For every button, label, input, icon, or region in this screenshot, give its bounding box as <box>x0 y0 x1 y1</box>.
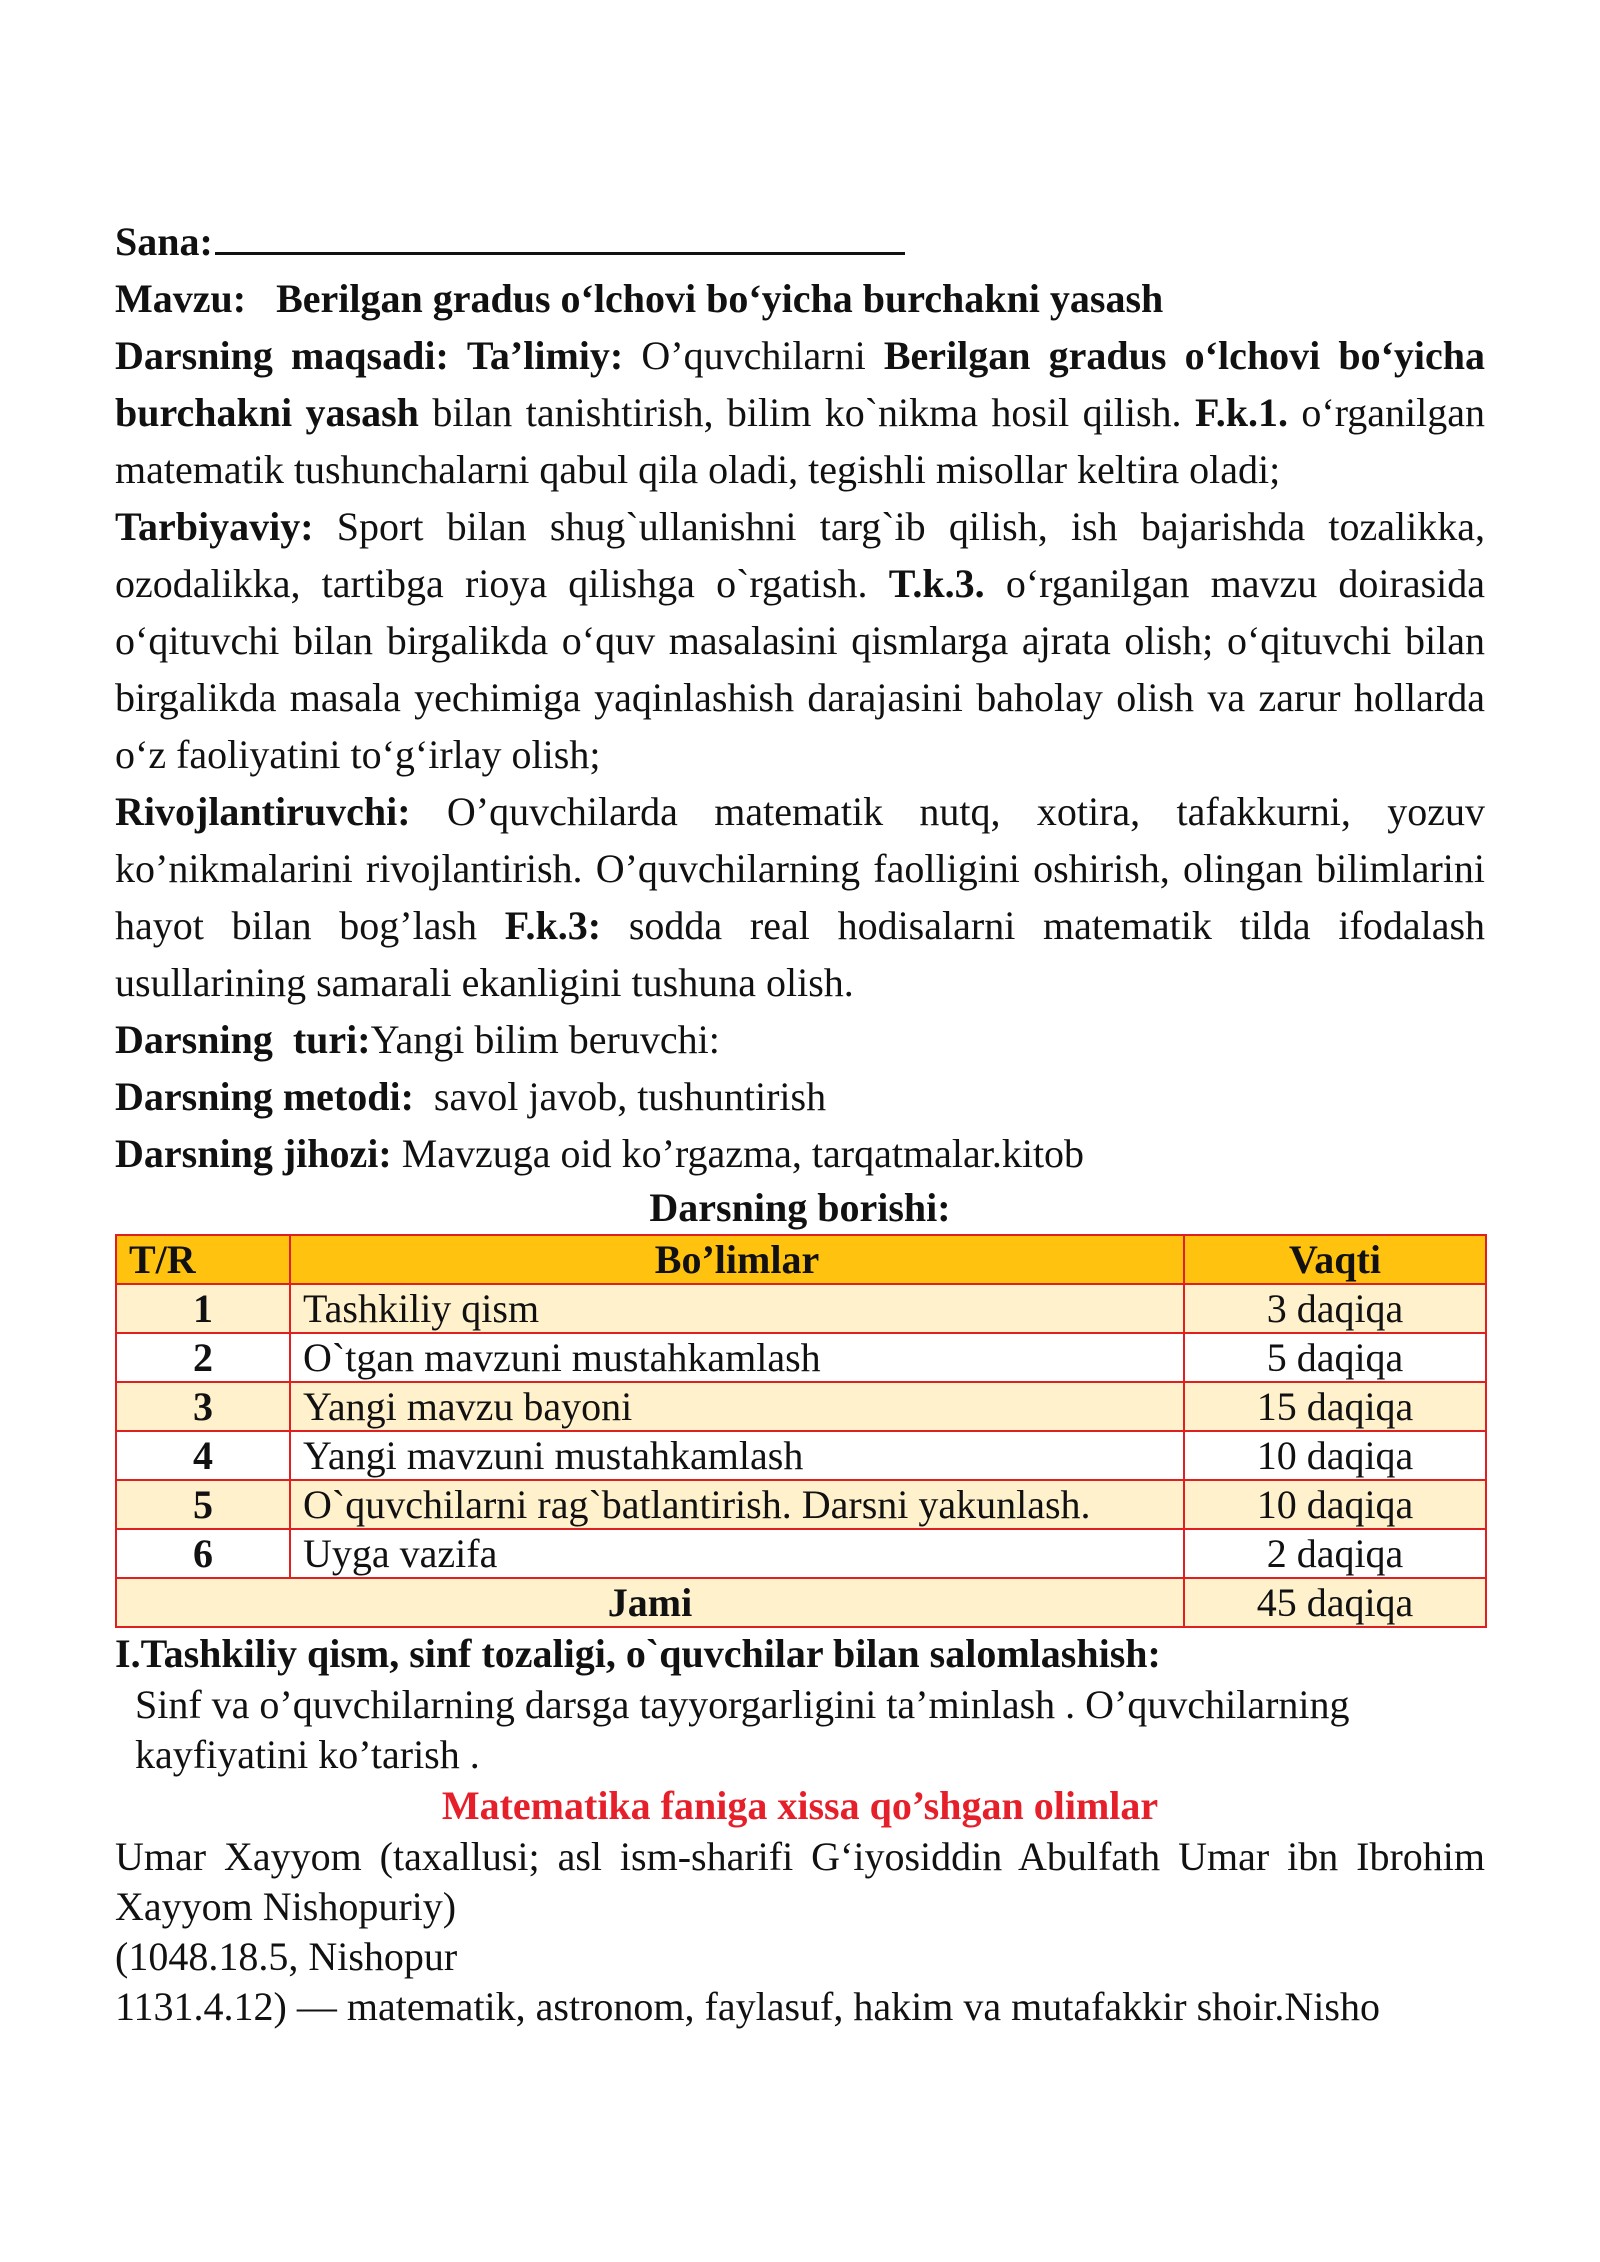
jihozi-line <box>115 1125 1485 1182</box>
talimiy-text1: O’quvchilarni <box>641 333 866 378</box>
table-row <box>116 1333 1486 1382</box>
borishi-title-line <box>115 1182 1485 1234</box>
rivojlantiruvchi-paragraph <box>115 783 1485 1011</box>
table-row <box>116 1480 1486 1529</box>
lesson-plan-page <box>115 212 1485 2032</box>
row-time: 15 daqiqa <box>1184 1382 1486 1431</box>
lesson-schedule-table <box>115 1234 1487 1628</box>
row-section: Tashkiliy qism <box>290 1284 1184 1333</box>
bio-line1: Umar Xayyom (taxallusi; asl ism-sharifi G‘iyosiddin Abulfath Umar ibn Ibrohim Xayyom Nishopuriy) <box>115 1834 1485 1929</box>
fk3-label: F.k.3: <box>504 903 602 948</box>
table-row <box>116 1431 1486 1480</box>
mavzu-line <box>115 270 1485 327</box>
talimiy-text2: bilan tanishtirish, bilim ko`nikma hosil qilish. <box>432 390 1182 435</box>
row-time: 2 daqiqa <box>1184 1529 1486 1578</box>
fk3-text: sodda real hodisalarni matematik tilda ifodalash usullarining samarali ekanligini tushuna olish. <box>115 903 1486 1005</box>
table-row <box>116 1284 1486 1333</box>
metodi-line <box>115 1068 1485 1125</box>
sana-blank <box>215 212 905 255</box>
table-total-row <box>116 1578 1486 1627</box>
turi-label: Darsning turi: <box>115 1017 371 1062</box>
rivoj-label: Rivojlantiruvchi: <box>115 789 411 834</box>
row-number: 5 <box>116 1480 290 1529</box>
tashkiliy-text: Sinf va o’quvchilarning darsga tayyorgarligini ta’minlash . O’quvchilarning kayfiyatini ko’tarish . <box>135 1682 1350 1777</box>
turi-line <box>115 1011 1485 1068</box>
metodi-label: Darsning metodi: <box>115 1074 414 1119</box>
table-row <box>116 1382 1486 1431</box>
row-time: 10 daqiqa <box>1184 1431 1486 1480</box>
tarbiyaviy-label: Tarbiyaviy: <box>115 504 314 549</box>
row-section: Yangi mavzu bayoni <box>290 1382 1184 1431</box>
metodi-text: savol javob, tushuntirish <box>413 1074 827 1119</box>
header-bolimlar: Bo’limlar <box>290 1235 1184 1284</box>
jihozi-label: Darsning jihozi: <box>115 1131 392 1176</box>
jihozi-text: Mavzuga oid ko’rgazma, tarqatmalar.kitob <box>401 1131 1085 1176</box>
rivoj-text: O’quvchilarda matematik nutq, xotira, tafakkurni, yozuv ko’nikmalarini rivojlantirish. O’quvchilarning faolligini oshirish, olingan bilimlarini hayot bilan bog’lash <box>115 789 1485 948</box>
sana-line <box>115 212 1485 270</box>
header-tr: T/R <box>116 1235 290 1284</box>
fk1-label: F.k.1. <box>1194 390 1288 435</box>
tashkiliy-heading-line <box>115 1628 1485 1680</box>
olimlar-bio <box>115 1832 1485 2032</box>
bio-line3: 1131.4.12) — matematik, astronom, faylasuf, hakim va mutafakkir shoir.Nisho <box>115 1984 1380 2029</box>
tk3-text: o‘rganilgan mavzu doirasida o‘qituvchi bilan birgalikda o‘quv masalasini qismlarga ajrata olish; o‘qituvchi bilan birgalikda masala yechimiga yaqinlashish darajasini baholay olish va zarur hollarda o‘z faoliyatini to‘g‘irlay olish; <box>115 561 1486 777</box>
tarbiyaviy-text: Sport bilan shug`ullanishni targ`ib qilish, ish bajarishda tozalikka, ozodalikka, tartibga rioya qilishga o`rgatish. <box>115 504 1486 606</box>
table-header-row <box>116 1235 1486 1284</box>
borishi-title: Darsning borishi: <box>649 1185 951 1230</box>
row-section: Yangi mavzuni mustahkamlash <box>290 1431 1184 1480</box>
row-time: 3 daqiqa <box>1184 1284 1486 1333</box>
mavzu-text: Berilgan gradus o‘lchovi bo‘yicha burchakni yasash <box>276 276 1164 321</box>
maqsad-label: Darsning maqsadi: <box>115 333 449 378</box>
row-number: 6 <box>116 1529 290 1578</box>
talimiy-label: Ta’limiy: <box>466 333 624 378</box>
row-number: 2 <box>116 1333 290 1382</box>
bio-line2: (1048.18.5, Nishopur <box>115 1934 458 1979</box>
tashkiliy-heading: I.Tashkiliy qism, sinf tozaligi, o`quvchilar bilan salomlashish: <box>115 1631 1161 1676</box>
table-row <box>116 1529 1486 1578</box>
fk1-text: o‘rganilgan matematik tushunchalarni qabul qila oladi, tegishli misollar keltira oladi; <box>115 390 1486 492</box>
total-label: Jami <box>116 1578 1184 1627</box>
header-vaqti: Vaqti <box>1184 1235 1486 1284</box>
row-number: 1 <box>116 1284 290 1333</box>
total-value: 45 daqiqa <box>1184 1578 1486 1627</box>
row-number: 4 <box>116 1431 290 1480</box>
turi-text: Yangi bilim beruvchi: <box>370 1017 720 1062</box>
row-section: O`tgan mavzuni mustahkamlash <box>290 1333 1184 1382</box>
sana-label: Sana: <box>115 219 213 264</box>
talimiy-bold: Berilgan gradus o‘lchovi bo‘yicha burchakni yasash <box>115 333 1485 435</box>
row-section: Uyga vazifa <box>290 1529 1184 1578</box>
mavzu-label: Mavzu: <box>115 276 247 321</box>
tk3-label: T.k.3. <box>888 561 985 606</box>
row-section: O`quvchilarni rag`batlantirish. Darsni yakunlash. <box>290 1480 1184 1529</box>
maqsad-paragraph <box>115 327 1485 498</box>
tarbiyaviy-paragraph <box>115 498 1485 783</box>
olimlar-title: Matematika faniga xissa qo’shgan olimlar <box>441 1783 1159 1828</box>
row-time: 5 daqiqa <box>1184 1333 1486 1382</box>
row-time: 10 daqiqa <box>1184 1480 1486 1529</box>
row-number: 3 <box>116 1382 290 1431</box>
